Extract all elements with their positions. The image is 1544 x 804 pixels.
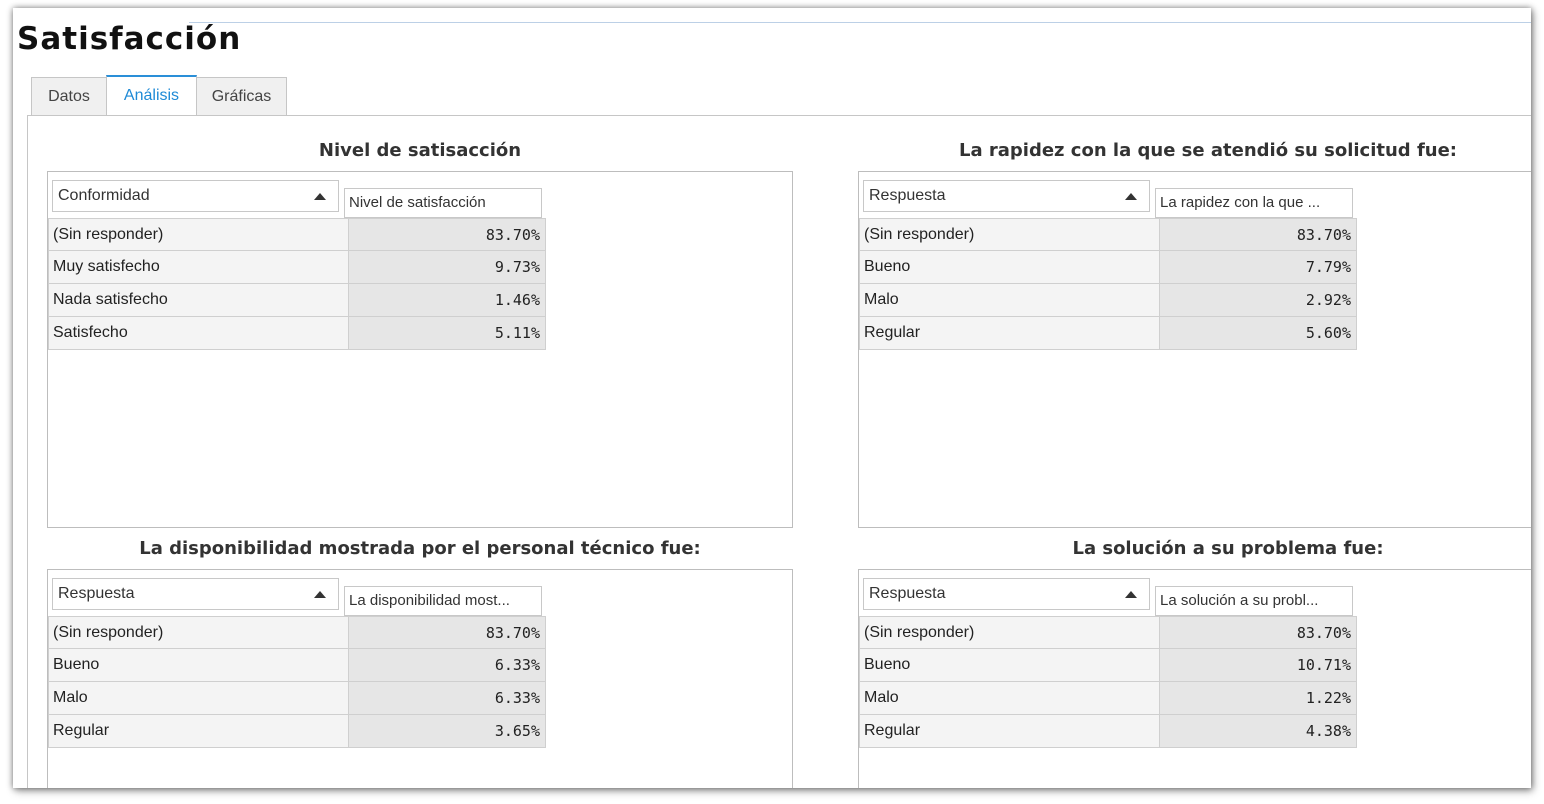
- sort-ascending-icon: [314, 193, 326, 200]
- row-label[interactable]: Satisfecho: [48, 317, 348, 350]
- grid-rows: [48, 218, 546, 350]
- row-label[interactable]: Bueno: [859, 251, 1159, 284]
- app-window: [13, 8, 1531, 788]
- row-field-header[interactable]: [863, 180, 1150, 212]
- pivot-section: [858, 536, 1531, 788]
- sort-ascending-icon: [1125, 193, 1137, 200]
- sort-ascending-icon: [314, 591, 326, 598]
- table-row: [48, 251, 546, 284]
- table-row: [48, 682, 546, 715]
- row-value[interactable]: 7.79%: [1159, 251, 1357, 284]
- data-field-header[interactable]: La disponibilidad most...: [344, 586, 542, 616]
- table-row: [859, 715, 1357, 748]
- pivot-section: [47, 536, 793, 788]
- data-field-header[interactable]: Nivel de satisfacción: [344, 188, 542, 218]
- table-row: [859, 284, 1357, 317]
- row-value[interactable]: 83.70%: [348, 218, 546, 251]
- row-value[interactable]: 83.70%: [1159, 218, 1357, 251]
- row-label[interactable]: Bueno: [48, 649, 348, 682]
- tab-analisis[interactable]: Análisis: [106, 75, 197, 115]
- row-value[interactable]: 10.71%: [1159, 649, 1357, 682]
- data-field-header[interactable]: La rapidez con la que ...: [1155, 188, 1353, 218]
- row-field-label: Respuesta: [869, 187, 946, 204]
- table-row: [859, 682, 1357, 715]
- table-row: [48, 284, 546, 317]
- section-title: Nivel de satisacción: [318, 140, 522, 161]
- pivot-grid: [858, 171, 1531, 528]
- row-field-label: Respuesta: [58, 585, 135, 602]
- row-value[interactable]: 2.92%: [1159, 284, 1357, 317]
- row-label[interactable]: Regular: [859, 317, 1159, 350]
- title-divider: [189, 22, 1531, 23]
- row-label[interactable]: (Sin responder): [48, 218, 348, 251]
- table-row: [48, 715, 546, 748]
- analysis-panel: [27, 115, 1531, 788]
- row-value[interactable]: 5.60%: [1159, 317, 1357, 350]
- row-label[interactable]: Malo: [859, 682, 1159, 715]
- tab-datos[interactable]: Datos: [31, 77, 107, 115]
- section-title: La rapidez con la que se atendió su solicitud fue:: [959, 140, 1457, 161]
- table-row: [48, 218, 546, 251]
- table-row: [859, 616, 1357, 649]
- row-label[interactable]: (Sin responder): [859, 218, 1159, 251]
- grid-rows: [859, 616, 1357, 748]
- row-field-header[interactable]: [863, 578, 1150, 610]
- row-label[interactable]: (Sin responder): [859, 616, 1159, 649]
- table-row: [48, 616, 546, 649]
- row-label[interactable]: (Sin responder): [48, 616, 348, 649]
- row-value[interactable]: 83.70%: [1159, 616, 1357, 649]
- data-field-header[interactable]: La solución a su probl...: [1155, 586, 1353, 616]
- row-label[interactable]: Malo: [48, 682, 348, 715]
- row-value[interactable]: 5.11%: [348, 317, 546, 350]
- pivot-section: [47, 138, 793, 528]
- grid-rows: [859, 218, 1357, 350]
- table-row: [859, 649, 1357, 682]
- row-label[interactable]: Malo: [859, 284, 1159, 317]
- table-row: [859, 251, 1357, 284]
- table-row: [859, 317, 1357, 350]
- sort-ascending-icon: [1125, 591, 1137, 598]
- row-field-label: Conformidad: [58, 187, 150, 204]
- section-title: La solución a su problema fue:: [1072, 538, 1384, 559]
- tab-graficas[interactable]: Gráficas: [196, 77, 287, 115]
- row-value[interactable]: 1.46%: [348, 284, 546, 317]
- row-value[interactable]: 1.22%: [1159, 682, 1357, 715]
- row-label[interactable]: Nada satisfecho: [48, 284, 348, 317]
- table-row: [48, 317, 546, 350]
- row-value[interactable]: 6.33%: [348, 682, 546, 715]
- section-title: La disponibilidad mostrada por el personal técnico fue:: [139, 538, 701, 559]
- pivot-section: [858, 138, 1531, 528]
- row-value[interactable]: 3.65%: [348, 715, 546, 748]
- row-label[interactable]: Regular: [859, 715, 1159, 748]
- row-field-label: Respuesta: [869, 585, 946, 602]
- row-value[interactable]: 4.38%: [1159, 715, 1357, 748]
- table-row: [859, 218, 1357, 251]
- table-row: [48, 649, 546, 682]
- grid-rows: [48, 616, 546, 748]
- row-label[interactable]: Regular: [48, 715, 348, 748]
- pivot-grid: [47, 569, 793, 788]
- row-label[interactable]: Bueno: [859, 649, 1159, 682]
- row-value[interactable]: 83.70%: [348, 616, 546, 649]
- pivot-grid: [47, 171, 793, 528]
- row-field-header[interactable]: [52, 578, 339, 610]
- row-label[interactable]: Muy satisfecho: [48, 251, 348, 284]
- page-title: Satisfacción: [17, 21, 242, 57]
- row-field-header[interactable]: [52, 180, 339, 212]
- pivot-grid: [858, 569, 1531, 788]
- row-value[interactable]: 9.73%: [348, 251, 546, 284]
- row-value[interactable]: 6.33%: [348, 649, 546, 682]
